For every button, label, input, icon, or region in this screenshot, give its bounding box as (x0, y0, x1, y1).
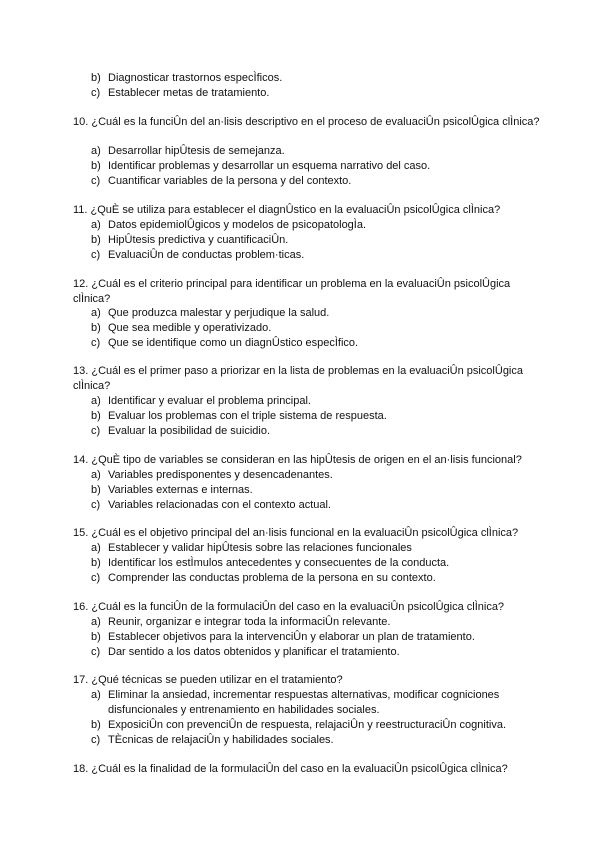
option-letter: b) (91, 719, 101, 731)
option-letter: b) (91, 557, 101, 569)
option-letter: c) (91, 337, 101, 349)
option-text: Evaluar los problemas con el triple sistema de respuesta. (108, 410, 387, 422)
option-letter: c) (91, 249, 101, 261)
question-15: 15. ¿Cuál es el objetivo principal del an·lisis funcional en la evaluaciÛn psicolÛgica clÌnica? (73, 527, 519, 539)
option-text: ExposiciÛn con prevenciÛn de respuesta, relajaciÛn y reestructuraciÛn cognitiva. (108, 719, 507, 731)
option-letter: a) (91, 307, 101, 319)
option-letter: b) (91, 410, 101, 422)
option-text: Reunir, organizar e integrar toda la informaciÛn relevante. (108, 616, 391, 628)
option-letter: a) (91, 469, 101, 481)
option-text: HipÛtesis predictiva y cuantificaciÛn. (108, 234, 289, 246)
question-13: 13. ¿Cuál es el primer paso a priorizar en la lista de problemas en la evaluaciÛn psicolÛgica clÌnica? (73, 365, 523, 392)
option-letter: c) (91, 572, 101, 584)
option-letter: a) (91, 542, 101, 554)
option-letter: c) (91, 499, 101, 511)
option-letter: b) (91, 484, 101, 496)
question-10: 10. ¿Cuál es la funciÛn del an·lisis descriptivo en el proceso de evaluaciÛn psicolÛgica clÌnica? (73, 116, 540, 128)
question-16: 16. ¿Cuál es la funciÛn de la formulaciÛn del caso en la evaluaciÛn psicolÛgica clÌnica? (73, 601, 505, 613)
option-letter: c) (91, 734, 101, 746)
option-text: Que sea medible y operativizado. (108, 322, 272, 334)
option-text: Dar sentido a los datos obtenidos y planificar el tratamiento. (108, 646, 400, 658)
option-letter: c) (91, 175, 101, 187)
option-text: Desarrollar hipÛtesis de semejanza. (108, 145, 285, 157)
option-letter: a) (91, 395, 101, 407)
option-text: Eliminar la ansiedad, incrementar respuestas alternativas, modificar cogniciones disfuncionales y entrenamiento en habilidades sociales. (108, 689, 500, 716)
question-12: 12. ¿Cuál es el criterio principal para identificar un problema en la evaluaciÛn psicolÛgica clÌnica? (73, 278, 511, 305)
option-text: Que se identifique como un diagnÛstico especÌfico. (108, 337, 359, 349)
option-letter: a) (91, 689, 101, 701)
option-text: Identificar problemas y desarrollar un esquema narrativo del caso. (108, 160, 431, 172)
option-letter: b) (91, 72, 101, 84)
option-letter: b) (91, 631, 101, 643)
option-text: Variables relacionadas con el contexto actual. (108, 499, 331, 511)
option-text: Datos epidemiolÛgicos y modelos de psicopatologÌa. (108, 219, 367, 231)
option-text: Evaluar la posibilidad de suicidio. (108, 425, 271, 437)
option-text: Establecer objetivos para la intervenciÛn y elaborar un plan de tratamiento. (108, 631, 475, 643)
option-letter: c) (91, 646, 101, 658)
option-text: Establecer y validar hipÛtesis sobre las relaciones funcionales (108, 542, 412, 554)
question-17: 17. ¿Qué técnicas se pueden utilizar en el tratamiento? (73, 674, 343, 686)
option-text: Comprender las conductas problema de la persona en su contexto. (108, 572, 436, 584)
option-letter: c) (91, 425, 101, 437)
option-text: Establecer metas de tratamiento. (108, 87, 270, 99)
option-text: Identificar los estÌmulos antecedentes y consecuentes de la conducta. (108, 557, 450, 569)
option-letter: a) (91, 219, 101, 231)
option-text: EvaluaciÛn de conductas problem·ticas. (108, 249, 305, 261)
option-text: Que produzca malestar y perjudique la salud. (108, 307, 330, 319)
option-letter: a) (91, 616, 101, 628)
option-text: Diagnosticar trastornos especÌficos. (108, 72, 283, 84)
option-letter: a) (91, 145, 101, 157)
option-letter: b) (91, 234, 101, 246)
question-18: 18. ¿Cuál es la finalidad de la formulaciÛn del caso en la evaluaciÛn psicolÛgica clÌnica? (73, 763, 508, 775)
option-text: Variables predisponentes y desencadenantes. (108, 469, 333, 481)
question-14: 14. ¿QuÈ tipo de variables se consideran en las hipÛtesis de origen en el an·lisis funcional? (73, 454, 522, 466)
option-letter: c) (91, 87, 101, 99)
option-text: Identificar y evaluar el problema principal. (108, 395, 311, 407)
option-text: TÈcnicas de relajaciÛn y habilidades sociales. (108, 734, 334, 746)
option-letter: b) (91, 322, 101, 334)
option-letter: b) (91, 160, 101, 172)
question-11: 11. ¿QuÈ se utiliza para establecer el diagnÛstico en la evaluaciÛn psicolÛgica clÌnica? (73, 204, 501, 216)
option-text: Cuantificar variables de la persona y del contexto. (108, 175, 352, 187)
option-text: Variables externas e internas. (108, 484, 253, 496)
